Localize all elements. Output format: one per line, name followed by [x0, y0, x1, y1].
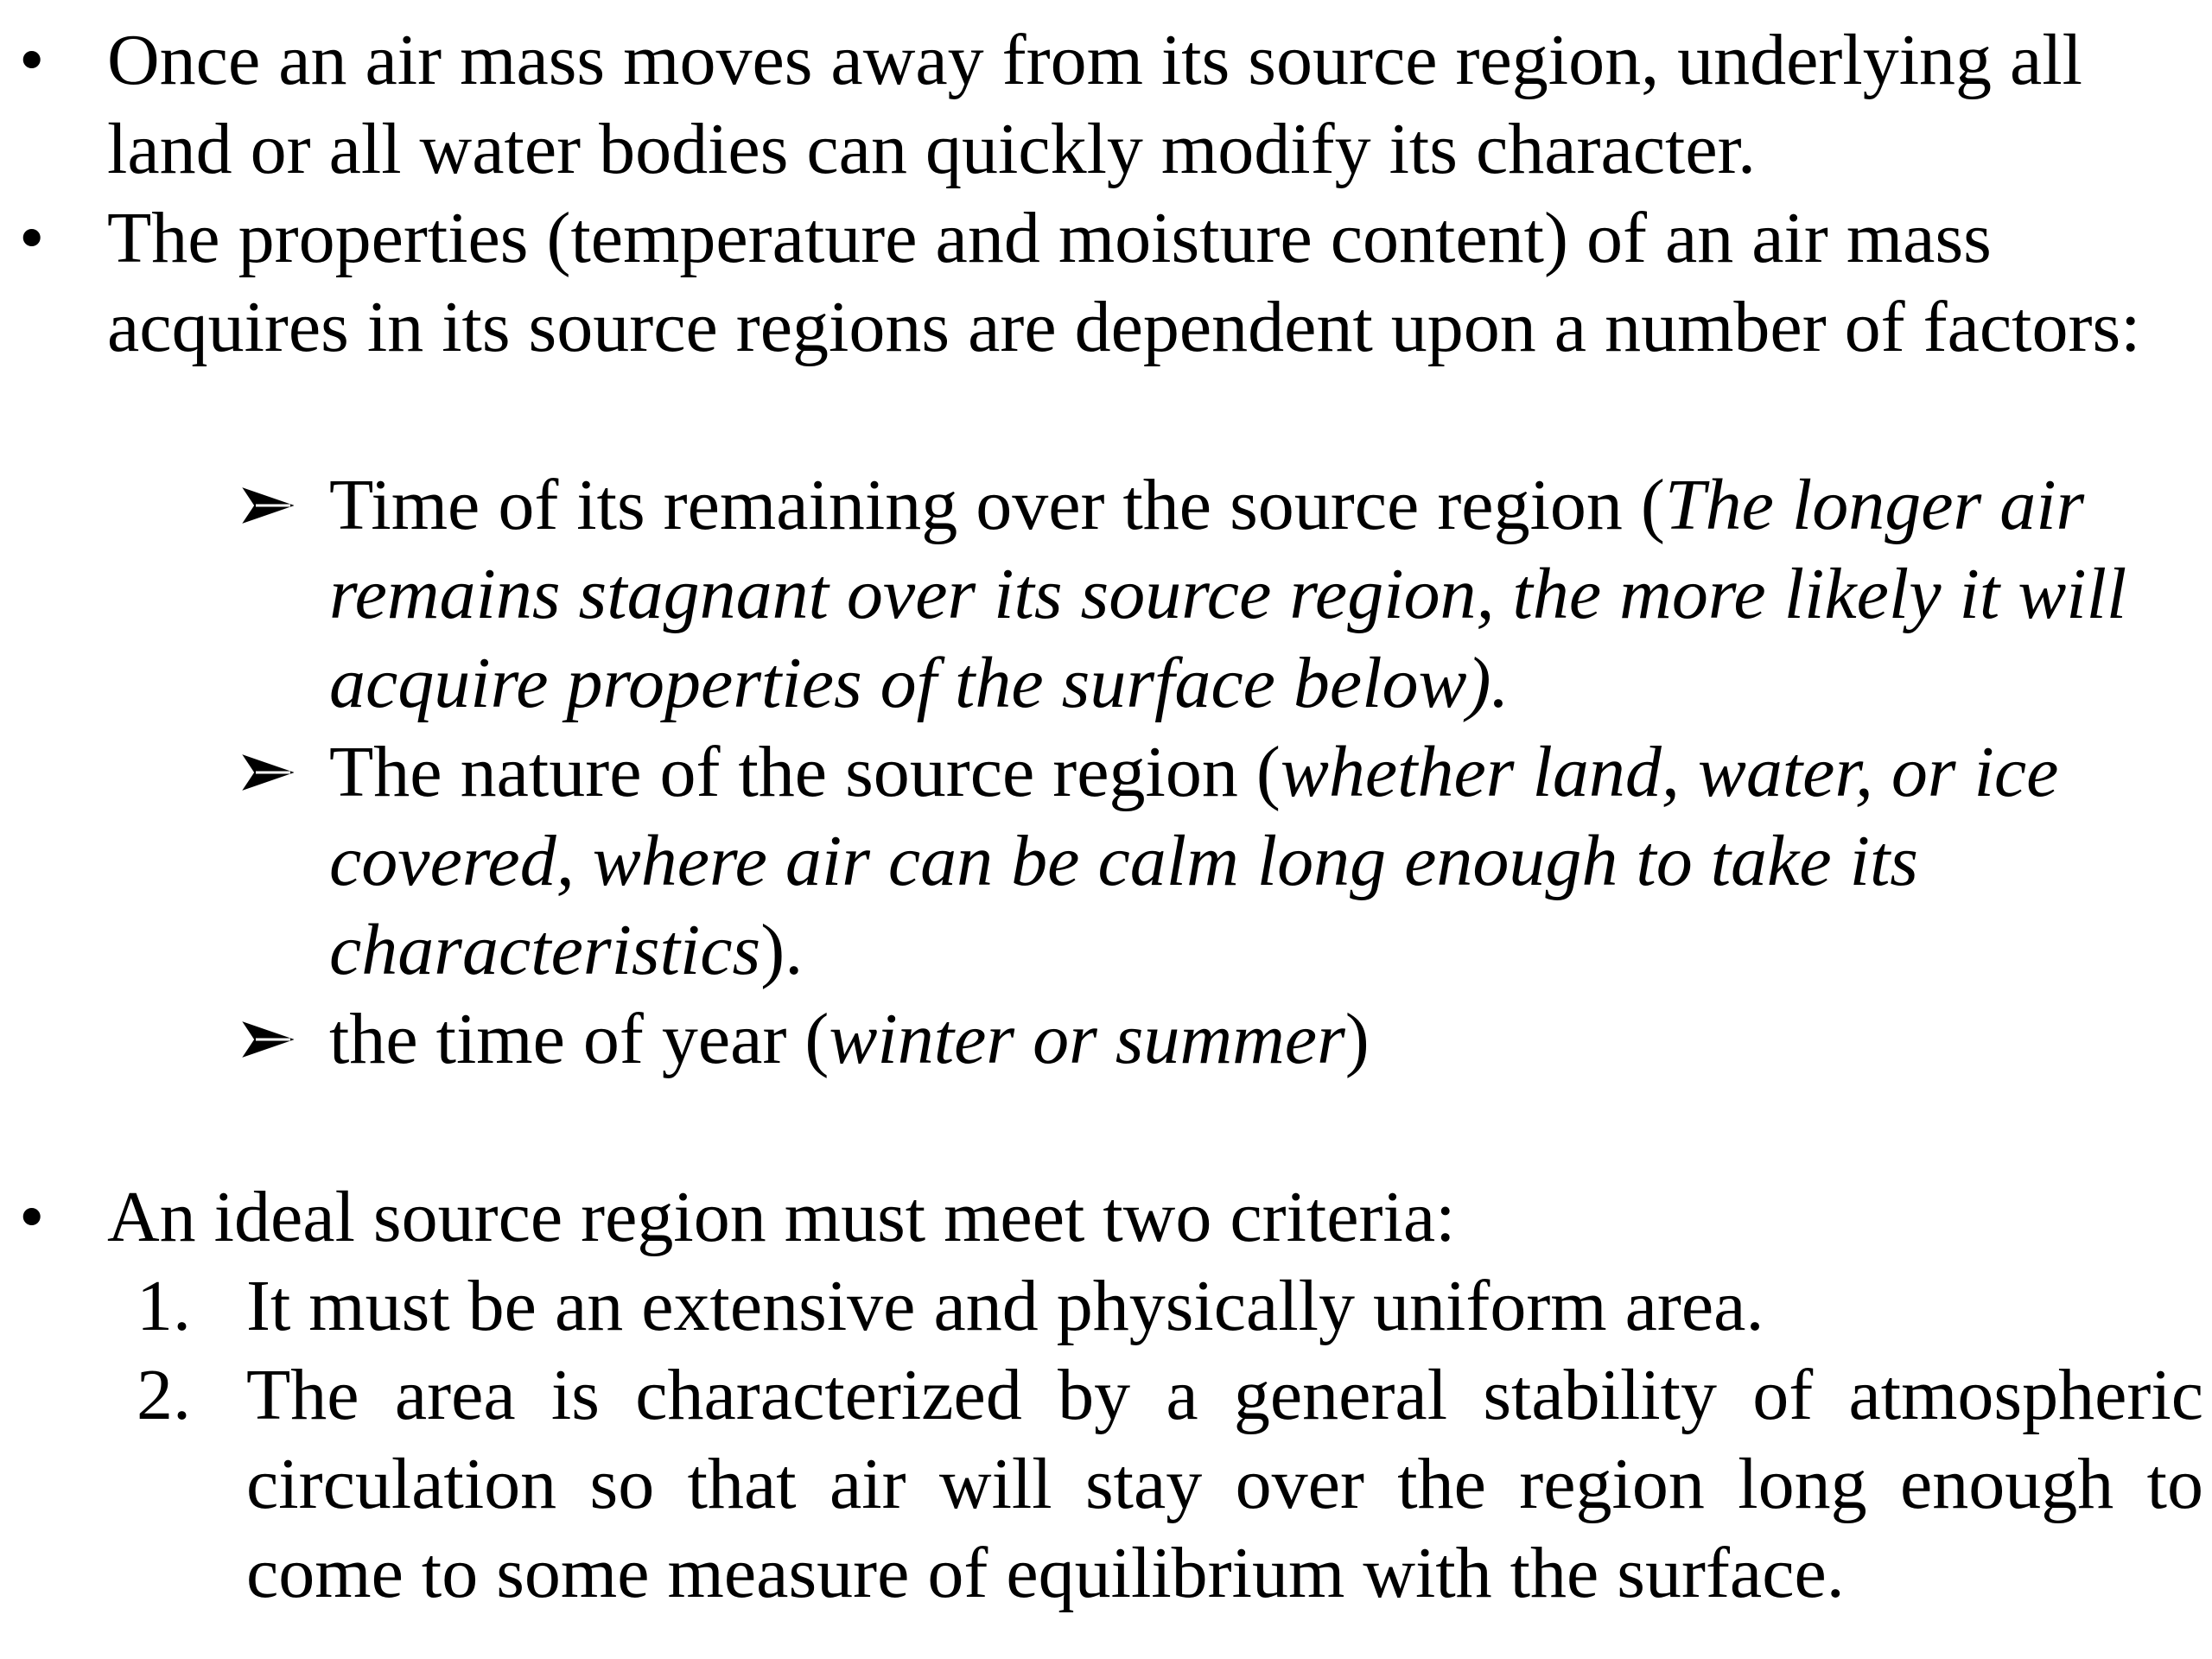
bullet-item-2: [0, 194, 2212, 372]
bullet-mark: •: [19, 198, 45, 278]
text-line: come to some measure of equilibrium with the surface.: [246, 1533, 1845, 1613]
bullet-item-1: [0, 16, 2212, 194]
list-number: 2.: [137, 1355, 191, 1435]
arrow-bullet-icon: [242, 728, 302, 817]
text-italic: acquire properties of the surface below).: [329, 643, 1510, 723]
criterion-text: [246, 1262, 2203, 1351]
arrow-bullet-icon: [242, 995, 302, 1084]
criterion-item-2: [0, 1351, 2212, 1618]
text-italic: whether land, water, or ice: [1280, 732, 2059, 812]
text-plain: ).: [760, 910, 804, 990]
factor-text: [329, 728, 2204, 995]
text-line: circulation so that air will stay over the region long enough to: [246, 1444, 2203, 1524]
text-italic: characteristics: [329, 910, 761, 990]
text-line: [329, 906, 2204, 995]
factor-text: [329, 461, 2204, 728]
bullet-item-3: [0, 1173, 2212, 1262]
text-plain: The nature of the source region (: [329, 732, 1281, 812]
text-italic: remains stagnant over its source region, the more likely it will: [329, 554, 2127, 634]
factor-item-3: [0, 995, 2212, 1084]
text-line: [329, 995, 2204, 1084]
factor-item-1: [0, 461, 2212, 728]
text-line: [329, 461, 2204, 550]
text-line: An ideal source region must meet two criteria:: [107, 1177, 1456, 1257]
criterion-text: [246, 1351, 2203, 1618]
text-italic: The longer air: [1664, 465, 2085, 545]
text-italic: winter or summer: [829, 999, 1345, 1079]
text-italic: covered, where air can be calm long enough to take its: [329, 821, 1918, 901]
text-plain: ): [1344, 999, 1370, 1079]
factor-text: [329, 995, 2204, 1084]
text-line: The properties (temperature and moisture content) of an air mass: [107, 198, 1992, 278]
criterion-item-1: [0, 1262, 2212, 1351]
text-plain: the time of year (: [329, 999, 830, 1079]
text-line: [329, 639, 2204, 728]
text-line: Once an air mass moves away from its source region, underlying all: [107, 20, 2083, 100]
text-line: [329, 728, 2204, 817]
bullet-text: [107, 1173, 2198, 1262]
text-line: The area is characterized by a general stability of atmospheric: [246, 1355, 2203, 1435]
text-line: [329, 550, 2204, 639]
list-number: 1.: [137, 1266, 191, 1346]
text-line: land or all water bodies can quickly modify its character.: [107, 109, 1757, 189]
text-line: [329, 817, 2204, 906]
bullet-text: [107, 194, 2198, 372]
text-line: acquires in its source regions are dependent upon a number of factors:: [107, 287, 2141, 367]
bullet-text: [107, 16, 2198, 194]
text-plain: Time of its remaining over the source region (: [329, 465, 1665, 545]
bullet-mark: •: [19, 20, 45, 100]
factor-item-2: [0, 728, 2212, 995]
bullet-mark: •: [19, 1177, 45, 1257]
arrow-bullet-icon: [242, 461, 302, 550]
text-line: It must be an extensive and physically uniform area.: [246, 1266, 1764, 1346]
